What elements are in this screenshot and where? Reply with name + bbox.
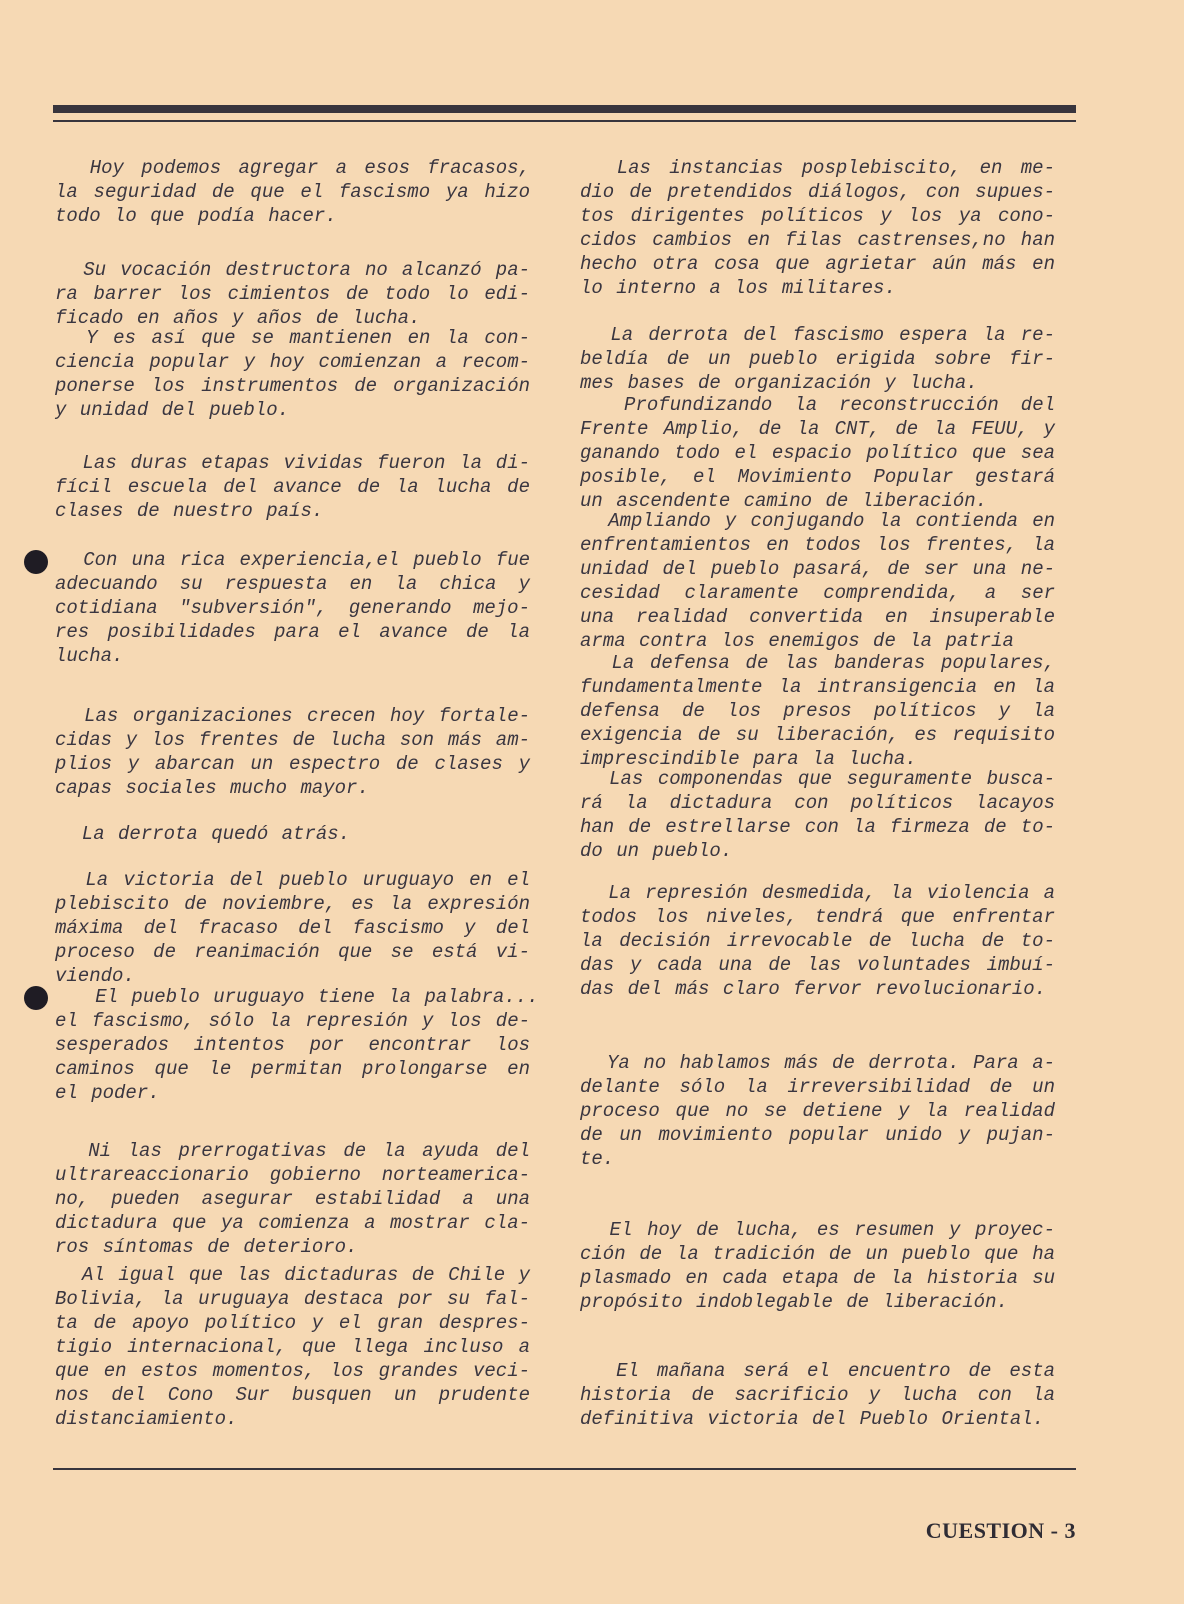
text-line: cotidiana "subversión", generando mejo-: [55, 597, 530, 619]
text-line: adecuando su respuesta en la chica y: [55, 573, 530, 595]
text-line: ganando todo el espacio político que sea: [580, 442, 1055, 464]
text-line: definitiva victoria del Pueblo Oriental.: [580, 1408, 1045, 1430]
text-line: la seguridad de que el fascismo ya hizo: [55, 181, 530, 203]
page-number-label: CUESTION - 3: [925, 1518, 1076, 1543]
text-line: proceso de reanimación que se está vi-: [55, 941, 530, 963]
paragraph: [580, 881, 1055, 1001]
text-line: cidas y los frentes de lucha son más am-: [55, 729, 530, 751]
text-line: fundamentalmente la intransigencia en la: [580, 676, 1055, 698]
paragraph: [55, 326, 530, 422]
text-line: imprescindible para la lucha.: [580, 748, 917, 770]
bullet-dot-icon: [24, 986, 48, 1010]
text-line: historia de sacrificio y lucha con la: [580, 1384, 1055, 1406]
text-line: el poder.: [55, 1082, 160, 1104]
text-line: todo lo que podía hacer.: [55, 205, 337, 227]
paragraph: [55, 451, 530, 523]
paragraph: [580, 393, 1055, 513]
text-line: la decisión irrevocable de lucha de to-: [580, 930, 1055, 952]
text-line: viendo.: [55, 965, 135, 987]
paragraph: [580, 509, 1055, 653]
text-line: clases de nuestro país.: [55, 500, 324, 522]
text-line: te.: [580, 1148, 615, 1170]
paragraph: [55, 156, 530, 228]
text-line: sesperados intentos por encontrar los: [55, 1034, 530, 1056]
text-line: beldía de un pueblo erigida sobre fir-: [580, 348, 1055, 370]
text-line: plasmado en cada etapa de la historia su: [580, 1267, 1055, 1289]
text-line: rá la dictadura con políticos lacayos: [580, 792, 1055, 814]
text-line: posible, el Movimiento Popular gestará: [580, 466, 1055, 488]
text-line: defensa de los presos políticos y la: [580, 700, 1055, 722]
text-line: das y cada una de las voluntades imbuí-: [580, 954, 1055, 976]
text-line: Y es así que se mantienen en la con-: [55, 327, 530, 349]
text-line: propósito indoblegable de liberación.: [580, 1291, 1008, 1313]
paragraph: [580, 1359, 1055, 1431]
text-line: dictadura que ya comienza a mostrar cla-: [55, 1212, 530, 1234]
text-line: El hoy de lucha, es resumen y proyec-: [580, 1219, 1055, 1241]
text-line: ta de apoyo político y el gran despres-: [55, 1312, 530, 1334]
text-line: ciencia popular y hoy comienzan a recom-: [55, 351, 530, 373]
footer-rule: [53, 1468, 1076, 1470]
text-line: ros síntomas de deterioro.: [55, 1236, 358, 1258]
text-line: La derrota quedó atrás.: [55, 823, 351, 845]
text-line: han de estrellarse con la firmeza de to-: [580, 816, 1055, 838]
text-line: Las duras etapas vividas fueron la di-: [55, 452, 530, 474]
text-line: dio de pretendidos diálogos, con supues-: [580, 181, 1055, 203]
paragraph: [580, 323, 1055, 395]
text-line: ficado en años y años de lucha.: [55, 307, 421, 329]
text-line: El pueblo uruguayo tiene la palabra...: [55, 986, 539, 1008]
text-line: cidos cambios en filas castrenses,no han: [580, 229, 1055, 251]
text-line: Las organizaciones crecen hoy fortale-: [55, 705, 530, 727]
text-line: delante sólo la irreversibilidad de un: [580, 1076, 1055, 1098]
paragraph: [55, 1263, 530, 1431]
text-line: ponerse los instrumentos de organización: [55, 375, 530, 397]
text-line: que en estos momentos, los grandes veci-: [55, 1360, 530, 1382]
text-line: La victoria del pueblo uruguayo en el: [55, 869, 530, 891]
text-line: unidad del pueblo pasará, de ser una ne-: [580, 558, 1055, 580]
text-line: Con una rica experiencia,el pueblo fue: [55, 549, 530, 571]
text-line: nos del Cono Sur busquen un prudente: [55, 1384, 530, 1406]
text-line: Bolivia, la uruguaya destaca por su fal-: [55, 1288, 530, 1310]
text-line: mes bases de organización y lucha.: [580, 372, 978, 394]
text-line: máxima del fracaso del fascismo y del: [55, 917, 530, 939]
text-line: ra barrer los cimientos de todo lo edi-: [55, 283, 530, 305]
text-line: cesidad claramente comprendida, a ser: [580, 582, 1055, 604]
text-line: ultrareaccionario gobierno norteamerica-: [55, 1164, 530, 1186]
text-line: hecho otra cosa que agrietar aún más en: [580, 253, 1055, 275]
text-line: Hoy podemos agregar a esos fracasos,: [55, 157, 530, 179]
text-line: La represión desmedida, la violencia a: [580, 882, 1055, 904]
paragraph: [55, 548, 530, 668]
text-line: todos los niveles, tendrá que enfrentar: [580, 906, 1055, 928]
paragraph: [55, 868, 530, 988]
text-line: res posibilidades para el avance de la: [55, 621, 530, 643]
text-line: Ya no hablamos más de derrota. Para a-: [580, 1052, 1055, 1074]
text-line: tigio internacional, que llega incluso a: [55, 1336, 530, 1358]
text-line: enfrentamientos en todos los frentes, la: [580, 534, 1055, 556]
text-line: El mañana será el encuentro de esta: [580, 1360, 1055, 1382]
paragraph: [580, 651, 1055, 771]
paragraph: [580, 1218, 1055, 1314]
text-line: plios y abarcan un espectro de clases y: [55, 753, 530, 775]
text-line: lucha.: [55, 645, 124, 667]
text-line: lo interno a los militares.: [580, 277, 896, 299]
header-rule-thin: [53, 120, 1076, 122]
text-line: ción de la tradición de un pueblo que ha: [580, 1243, 1055, 1265]
text-line: La derrota del fascismo espera la re-: [580, 324, 1055, 346]
text-line: Frente Amplio, de la CNT, de la FEUU, y: [580, 418, 1055, 440]
text-line: exigencia de su liberación, es requisito: [580, 724, 1055, 746]
text-line: das del más claro fervor revolucionario.: [580, 978, 1047, 1000]
text-line: una realidad convertida en insuperable: [580, 606, 1055, 628]
text-line: arma contra los enemigos de la patria: [580, 630, 1014, 652]
text-line: La defensa de las banderas populares,: [580, 652, 1055, 674]
text-line: un ascendente camino de liberación.: [580, 490, 988, 512]
text-line: caminos que le permitan prolongarse en: [55, 1058, 530, 1080]
text-line: fícil escuela del avance de la lucha de: [55, 476, 530, 498]
text-line: Las componendas que seguramente busca-: [580, 768, 1055, 790]
paragraph: [580, 767, 1055, 863]
paragraph: [580, 156, 1055, 300]
text-line: de un movimiento popular unido y pujan-: [580, 1124, 1055, 1146]
text-line: capas sociales mucho mayor.: [55, 777, 369, 799]
text-line: Ampliando y conjugando la contienda en: [580, 510, 1055, 532]
text-line: do un pueblo.: [580, 840, 733, 862]
text-line: distanciamiento.: [55, 1408, 238, 1430]
paragraph: [55, 822, 530, 846]
text-line: Su vocación destructora no alcanzó pa-: [55, 259, 530, 281]
text-line: tos dirigentes políticos y los ya cono-: [580, 205, 1055, 227]
text-line: Profundizando la reconstrucción del: [580, 394, 1055, 416]
paragraph: [55, 985, 539, 1105]
text-line: Ni las prerrogativas de la ayuda del: [55, 1140, 530, 1162]
text-line: no, pueden asegurar estabilidad a una: [55, 1188, 530, 1210]
text-line: proceso que no se detiene y la realidad: [580, 1100, 1055, 1122]
header-rule-thick: [53, 105, 1076, 113]
text-line: el fascismo, sólo la represión y los de-: [55, 1010, 530, 1032]
text-line: y unidad del pueblo.: [55, 399, 290, 421]
text-line: Las instancias posplebiscito, en me-: [580, 157, 1055, 179]
text-line: plebiscito de noviembre, es la expresión: [55, 893, 530, 915]
bullet-dot-icon: [24, 550, 48, 574]
text-line: Al igual que las dictaduras de Chile y: [55, 1264, 530, 1286]
paragraph: [580, 1051, 1055, 1171]
paragraph: [55, 704, 530, 800]
paragraph: [55, 258, 530, 330]
paragraph: [55, 1139, 530, 1259]
